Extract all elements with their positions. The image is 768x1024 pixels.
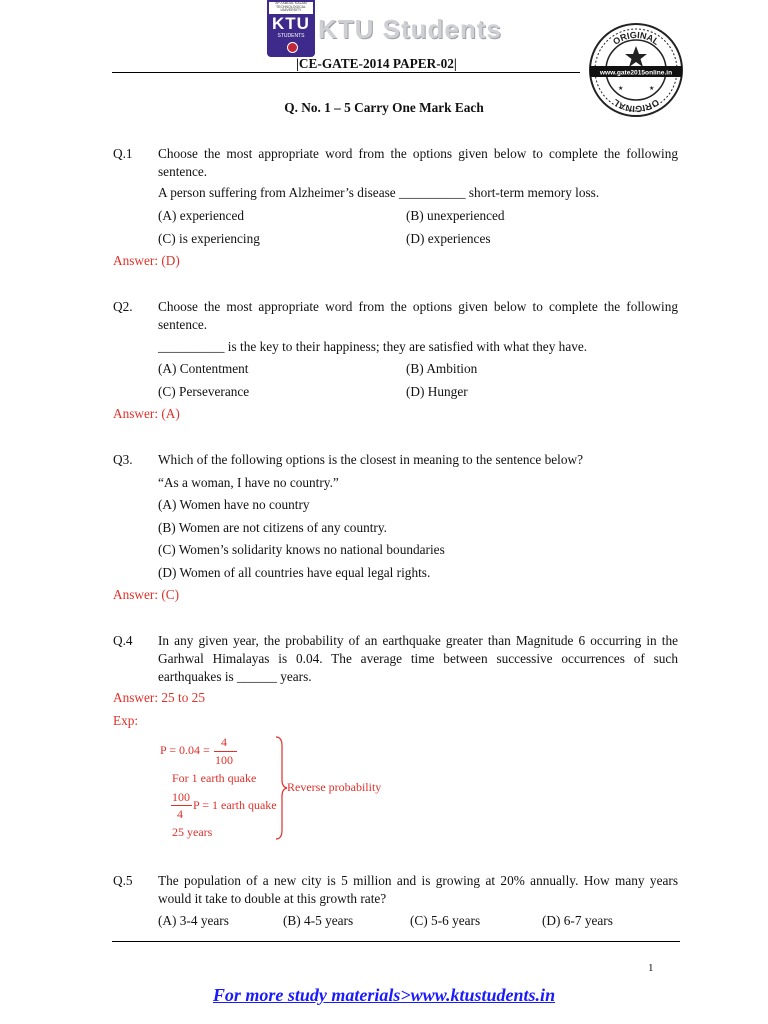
- answer: Answer: (D): [113, 253, 180, 268]
- logo-letters: KTU: [272, 14, 310, 33]
- option-c: (C) is experiencing: [158, 231, 260, 246]
- question-stem: Choose the most appropriate word from the options given below to complete the following sentence.: [158, 146, 678, 179]
- logo-emblem-icon: [287, 42, 298, 53]
- formula-p-lhs: P = 0.04 =: [160, 743, 210, 757]
- star-icon: ★: [649, 86, 655, 92]
- formula-frac2-num: 100: [172, 790, 190, 804]
- question-sentence: “As a woman, I have no country.”: [158, 475, 339, 490]
- paper-title: |CE-GATE-2014 PAPER-02|: [296, 56, 457, 71]
- stamp-top-text: ORIGINAL: [611, 29, 661, 47]
- option-b: (B) unexperienced: [406, 208, 505, 223]
- answer: Answer: (A): [113, 406, 180, 421]
- question-number: Q.1: [113, 146, 133, 161]
- question-number: Q3.: [113, 452, 133, 467]
- formula-line4: 25 years: [172, 825, 213, 839]
- formula-frac1-den: 100: [215, 753, 233, 767]
- option-c: (C) Women’s solidarity knows no national boundaries: [158, 542, 445, 557]
- formula-line2: For 1 earth quake: [172, 771, 257, 785]
- option-d: (D) 6-7 years: [542, 913, 613, 928]
- curly-brace-icon: [274, 736, 288, 840]
- stamp-url: www.gate2015online.in: [599, 69, 673, 77]
- ktu-logo: [267, 0, 315, 57]
- page-number: 1: [648, 962, 654, 974]
- footer-rule: [112, 941, 680, 942]
- option-a: (A) Contentment: [158, 361, 249, 376]
- option-a: (A) experienced: [158, 208, 245, 223]
- option-a: (A) 3-4 years: [158, 913, 229, 928]
- answer: Answer: 25 to 25: [113, 690, 205, 705]
- logo-line-2: TECHNOLOGICAL: [276, 4, 306, 9]
- logo-sub: STUDENTS: [277, 33, 305, 39]
- stamp-bottom-text: ORIGINAL: [611, 97, 661, 115]
- question-stem: In any given year, the probability of an earthquake greater than Magnitude 6 occurring in the Garhwal Himalayas is 0.04. The average time between successive occurrences of such earthquakes is ______ years.: [158, 633, 678, 684]
- option-b: (B) Women are not citizens of any country.: [158, 520, 387, 535]
- question-number: Q2.: [113, 299, 133, 314]
- option-d: (D) Hunger: [406, 384, 468, 399]
- watermark-text: KTU Students: [318, 14, 502, 44]
- logo-line-3: UNIVERSITY: [280, 8, 302, 13]
- option-a: (A) Women have no country: [158, 497, 310, 512]
- option-c: (C) 5-6 years: [410, 913, 481, 928]
- star-icon: ★: [618, 86, 624, 92]
- question-stem: The population of a new city is 5 million and is growing at 20% annually. How many years would it take to double at this growth rate?: [158, 873, 678, 906]
- question-number: Q.4: [113, 633, 133, 648]
- footer-link[interactable]: For more study materials>www.ktustudents.in: [212, 985, 556, 1005]
- option-c: (C) Perseverance: [158, 384, 250, 399]
- formula-line3: P = 1 earth quake: [193, 798, 277, 812]
- explanation-label: Exp:: [113, 713, 139, 728]
- section-title: Q. No. 1 – 5 Carry One Mark Each: [284, 100, 484, 115]
- answer: Answer: (C): [113, 587, 180, 602]
- formula-frac2-den: 4: [177, 807, 183, 821]
- formula-frac2-bar: [171, 805, 192, 806]
- formula-frac1-num: 4: [221, 735, 227, 749]
- logo-university-band: [269, 2, 313, 14]
- question-sentence: A person suffering from Alzheimer’s disease __________ short-term memory loss.: [158, 185, 600, 200]
- formula-frac1-bar: [214, 751, 237, 752]
- header-rule: [112, 72, 580, 73]
- question-stem: Which of the following options is the closest in meaning to the sentence below?: [158, 452, 584, 467]
- formula-brace-label: Reverse probability: [287, 780, 382, 794]
- question-number: Q.5: [113, 873, 133, 888]
- option-d: (D) Women of all countries have equal legal rights.: [158, 565, 431, 580]
- option-d: (D) experiences: [406, 231, 491, 246]
- question-sentence: __________ is the key to their happiness; they are satisfied with what they have.: [158, 339, 588, 354]
- option-b: (B) Ambition: [406, 361, 478, 376]
- logo-line-1: APJ ABDUL KALAM: [275, 1, 307, 5]
- question-stem: Choose the most appropriate word from the options given below to complete the following sentence.: [158, 299, 678, 332]
- option-b: (B) 4-5 years: [283, 913, 354, 928]
